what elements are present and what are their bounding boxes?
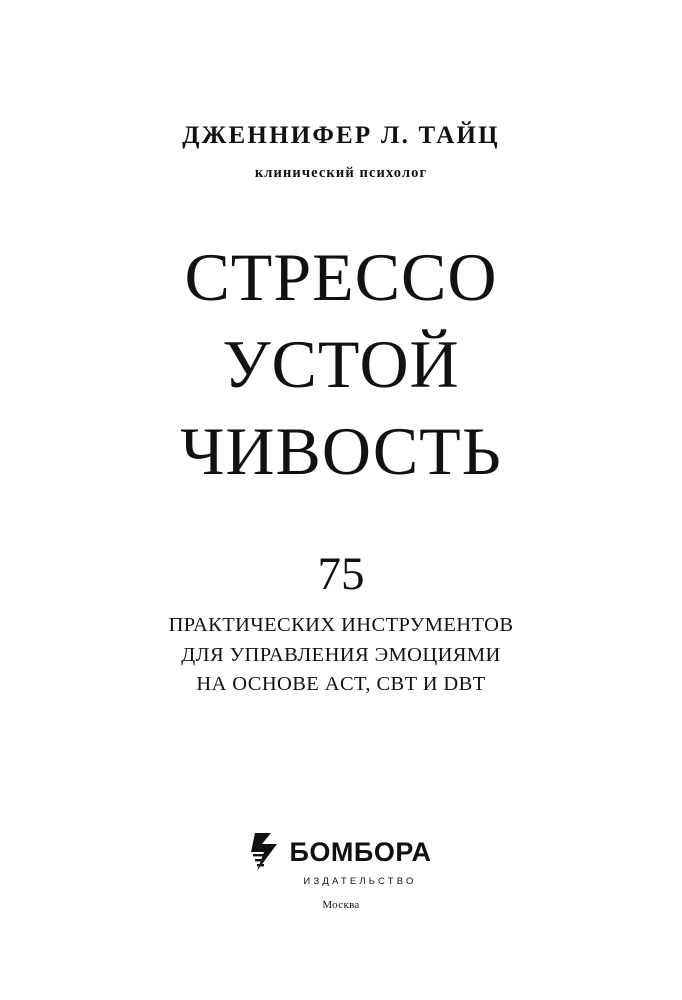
publisher-subtitle: ИЗДАТЕЛЬСТВО bbox=[303, 876, 417, 887]
author-block bbox=[0, 122, 682, 182]
book-title-line-2: УСТОЙ bbox=[222, 326, 460, 402]
publisher-name: БОМБОРА bbox=[289, 836, 432, 867]
publisher-logo-row bbox=[0, 833, 682, 871]
subtitle-lines bbox=[0, 611, 682, 700]
author-credential: клинический психолог bbox=[254, 164, 428, 181]
book-title-line-3: ЧИВОСТЬ bbox=[180, 413, 502, 489]
subtitle-line-1: ПРАКТИЧЕСКИХ ИНСТРУМЕНТОВ bbox=[168, 614, 514, 636]
book-title-line-1: СТРЕССО bbox=[184, 239, 498, 315]
subtitle-line-3: НА ОСНОВЕ ACT, CBT И DBT bbox=[196, 673, 486, 696]
bombora-mark-icon bbox=[251, 833, 281, 871]
author-name: ДЖЕННИФЕР Л. ТАЙЦ bbox=[182, 122, 500, 149]
subtitle-line-2: ДЛЯ УПРАВЛЕНИЯ ЭМОЦИЯМИ bbox=[181, 643, 501, 666]
publisher-block bbox=[0, 833, 682, 911]
publisher-city: Москва bbox=[322, 899, 360, 911]
book-title bbox=[0, 239, 682, 489]
tools-count: 75 bbox=[317, 548, 365, 600]
subtitle-block bbox=[0, 548, 682, 700]
